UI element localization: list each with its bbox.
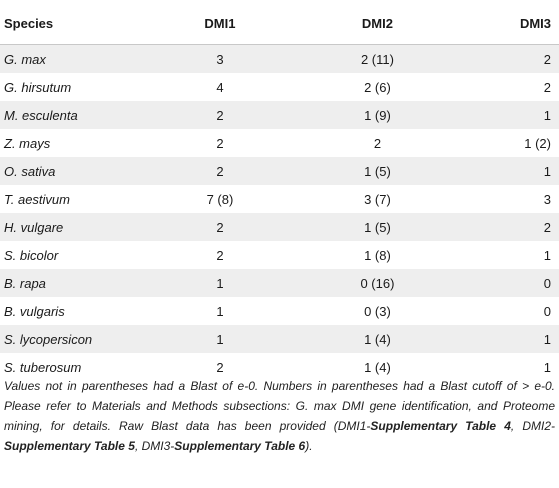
dmi3-cell: 1 <box>543 331 551 347</box>
table-row <box>0 157 559 185</box>
footnote-ref3-prefix: DMI3- <box>141 439 175 453</box>
dmi3-cell: 0 <box>543 275 551 291</box>
table-row <box>0 73 559 101</box>
species-cell: G. hirsutum <box>4 79 72 95</box>
table-row <box>0 185 559 213</box>
dmi3-cell: 1 <box>543 359 551 375</box>
footnote-main: Values not in parentheses had a Blast of e-0. Numbers in parentheses had a Blast cutoff of > e-0. Please refer to Materials and Methods subsections: G. max DMI gene identification, and Proteome mining, for details. Raw Blast data has been provided ( <box>4 379 555 433</box>
dmi1-cell: 1 <box>216 303 224 319</box>
table-row <box>0 101 559 129</box>
dmi1-cell: 2 <box>216 219 224 235</box>
header-species: Species <box>4 15 54 31</box>
dmi2-cell: 0 (3) <box>364 303 391 319</box>
dmi3-cell: 3 <box>543 191 551 207</box>
table-row <box>0 325 559 353</box>
dmi1-cell: 3 <box>216 51 224 67</box>
footnote-ref3-link[interactable]: Supplementary Table 6 <box>174 439 306 453</box>
dmi1-cell: 1 <box>216 331 224 347</box>
footnote-sep2: , <box>134 439 142 453</box>
header-dmi1: DMI1 <box>204 15 236 31</box>
species-cell: S. tuberosum <box>4 359 82 375</box>
footnote-sep1: , <box>510 419 523 433</box>
species-cell: H. vulgare <box>4 219 64 235</box>
footnote-ref1-prefix: DMI1- <box>337 419 371 433</box>
dmi3-cell: 1 <box>543 247 551 263</box>
dmi3-cell: 0 <box>543 303 551 319</box>
dmi2-cell: 1 (8) <box>364 247 391 263</box>
dmi1-cell: 2 <box>216 359 224 375</box>
footnote-end: ). <box>305 439 313 453</box>
table-row <box>0 45 559 74</box>
dmi2-cell: 1 (4) <box>364 331 391 347</box>
dmi1-cell: 4 <box>216 79 224 95</box>
dmi1-cell: 2 <box>216 107 224 123</box>
footnote-ref2-prefix: DMI2- <box>522 419 555 433</box>
species-cell: S. lycopersicon <box>4 331 93 347</box>
table-header-row <box>0 0 559 45</box>
dmi3-cell: 2 <box>543 51 551 67</box>
dmi2-cell: 1 (4) <box>364 359 391 375</box>
species-cell: O. sativa <box>4 163 56 179</box>
species-cell: G. max <box>4 51 46 67</box>
dmi3-cell: 1 <box>543 107 551 123</box>
dmi2-cell: 3 (7) <box>364 191 391 207</box>
table-row <box>0 269 559 297</box>
species-cell: S. bicolor <box>4 247 59 263</box>
species-cell: Z. mays <box>4 135 51 151</box>
dmi2-cell: 2 <box>373 135 382 151</box>
dmi2-cell: 0 (16) <box>360 275 395 291</box>
species-cell: T. aestivum <box>4 191 70 207</box>
table-row <box>0 129 559 157</box>
dmi2-cell: 2 (11) <box>360 51 394 67</box>
header-dmi3: DMI3 <box>519 15 551 31</box>
dmi1-cell: 2 <box>216 163 224 179</box>
dmi2-cell: 1 (5) <box>364 163 391 179</box>
dmi2-cell: 1 (5) <box>364 219 391 235</box>
dmi1-cell: 7 (8) <box>206 191 234 207</box>
dmi3-cell: 2 <box>543 79 551 95</box>
species-cell: B. rapa <box>4 275 46 291</box>
table-row <box>0 241 559 269</box>
table-row <box>0 213 559 241</box>
footnote-ref2-link[interactable]: Supplementary Table 5 <box>4 439 135 453</box>
table-row <box>0 297 559 325</box>
species-cell: M. esculenta <box>4 107 78 123</box>
dmi1-cell: 1 <box>216 275 224 291</box>
table-footnote <box>4 376 555 456</box>
dmi3-cell: 1 (2) <box>524 135 551 151</box>
species-cell: B. vulgaris <box>4 303 65 319</box>
dmi3-cell: 2 <box>543 219 551 235</box>
footnote-ref1-link[interactable]: Supplementary Table 4 <box>370 419 511 433</box>
dmi2-cell: 1 (9) <box>364 107 391 123</box>
dmi1-cell: 2 <box>216 135 224 151</box>
dmi3-cell: 1 <box>543 163 551 179</box>
dmi1-cell: 2 <box>216 247 224 263</box>
header-dmi2: DMI2 <box>361 15 393 31</box>
dmi2-cell: 2 (6) <box>364 79 391 95</box>
